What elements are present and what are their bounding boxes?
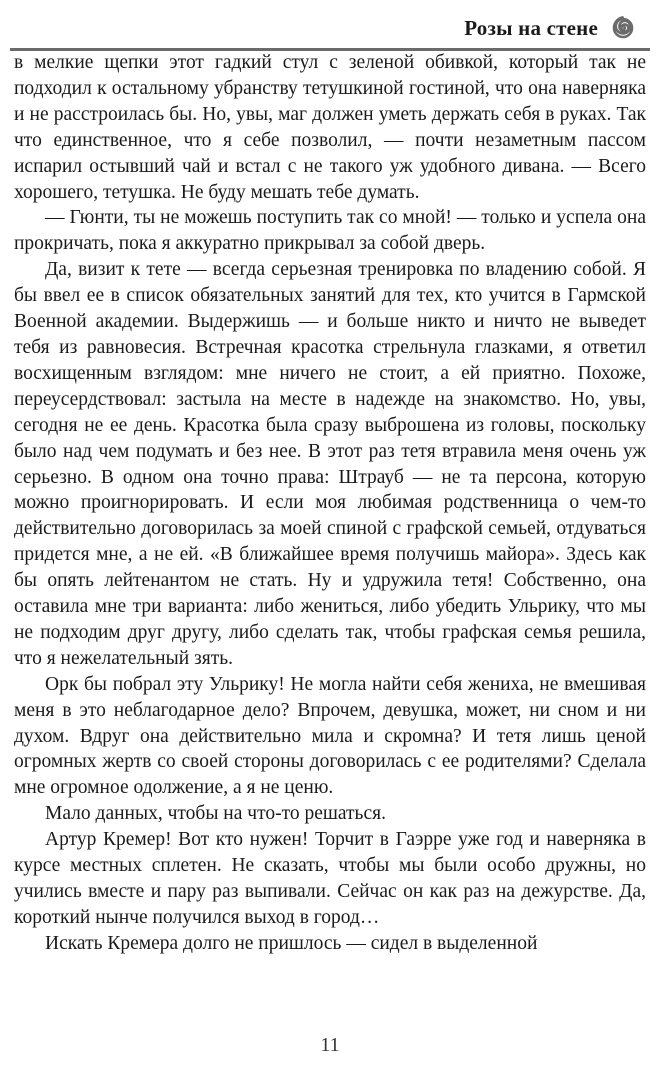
paragraph: Орк бы побрал эту Ульрику! Не могла найти себя жениха, не вмешивая меня в это неблагодарное дело? Впрочем, девушка, может, ни сном и ни духом. Вдруг она действительно мила и скромна? И тетя лишь ценой огромных жертв со своей стороны договорилась с ее родителями? Сделала мне огромное одолжение, а я не ценю. (14, 673, 646, 799)
page-number: 11 (320, 1034, 340, 1056)
page-body (14, 50, 646, 957)
paragraph: Искать Кремера долго не пришлось — сидел в выделенной (45, 932, 538, 954)
spiral-icon (608, 13, 638, 43)
book-title: Розы на стене (464, 15, 598, 40)
paragraph: — Гюнти, ты не можешь поступить так со мной! — только и успела она прокричать, пока я аккуратно прикрывал за собой дверь. (14, 207, 646, 255)
paragraph: Артур Кремер! Вот кто нужен! Торчит в Гаэрре уже год и наверняка в курсе местных сплетен. Не сказать, чтобы мы были особо дружны, но учились вместе и пару раз выпивали. Сейчас он как раз на дежурстве. Да, короткий нынче получился выход в город… (14, 829, 646, 928)
paragraph: в мелкие щепки этот гадкий стул с зеленой обивкой, который так не подходил к остальному убранству тетушкиной гостиной, что она наверняка и не расстроилась бы. Но, увы, маг должен уметь держать себя в руках. Так что единственное, что я себе позволил, — почти незаметным пассом испарил остывший чай и встал с не такого уж удобного дивана. — Всего хорошего, тетушка. Не буду мешать тебе думать. (14, 52, 646, 203)
running-header (464, 8, 638, 48)
paragraph: Да, визит к тете — всегда серьезная тренировка по владению собой. Я бы ввел ее в список обязательных занятий для тех, кто учится в Гармской Военной академии. Выдержишь — и больше никто и ничто не выведет тебя из равновесия. Встречная красотка стрельнула глазками, я ответил восхищенным взглядом: мне ничего не стоит, а ей приятно. Похоже, переусердствовал: застыла на месте в надежде на знакомство. Но, увы, сегодня не ее день. Красотка была сразу выброшена из головы, поскольку было над чем подумать и без нее. В этот раз тетя втравила меня очень уж серьезно. В одном она точно права: Штрауб — не та персона, которую можно проигнорировать. И если моя любимая родственница о чем-то действительно договорилась за моей спиной с графской семьей, отдуваться придется мне, а не ей. «В ближайшее время получишь майора». Здесь как бы опять лейтенантом не стать. Ну и удружила тетя! Собственно, она оставила мне три варианта: либо жениться, либо убедить Ульрику, что мы не подходим друг другу, либо сделать так, чтобы графская семья решила, что я нежелательный зять. (14, 259, 646, 669)
paragraph: Мало данных, чтобы на что-то решаться. (45, 803, 386, 825)
